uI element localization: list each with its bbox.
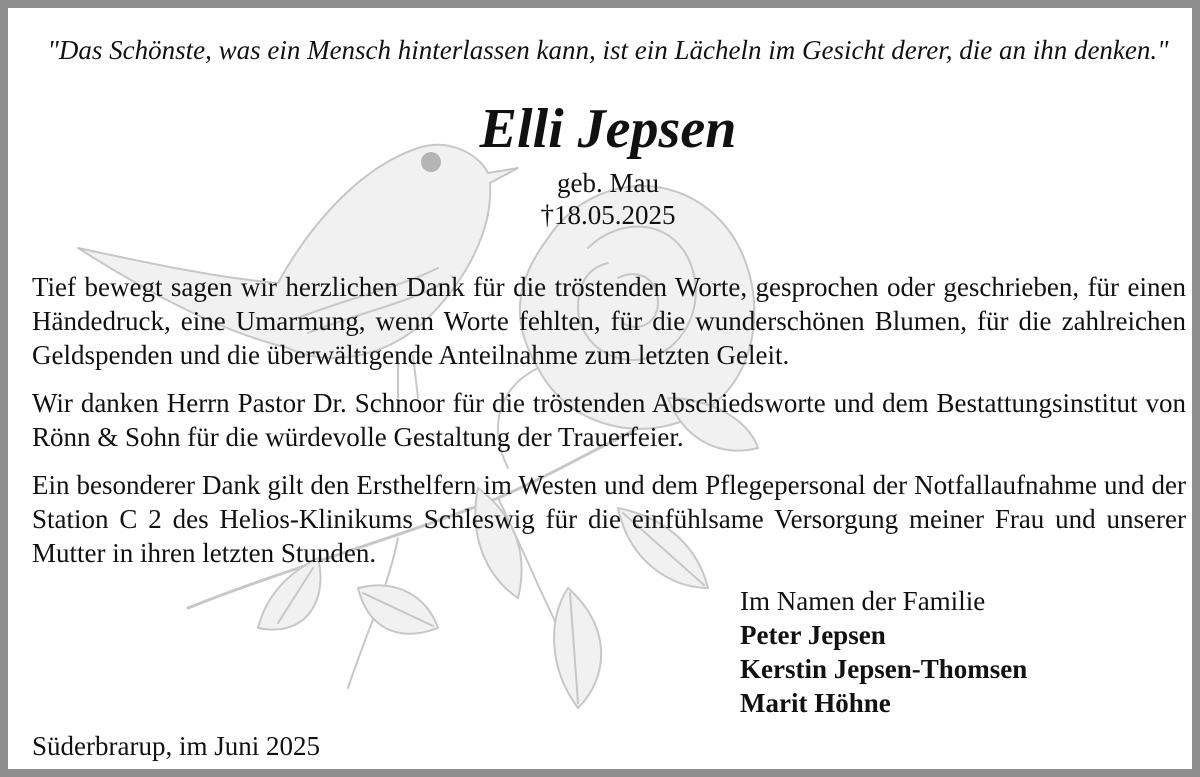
thanks-paragraph: Tief bewegt sagen wir herzlichen Dank für die tröstenden Worte, gesprochen oder geschrieben, für einen Händedruck, eine Umarmung, wenn Worte fehlten, für die wunderschönen Blumen, für die zahlreichen Geldspenden und die überwältigende Anteilnahme zum letzten Geleit. [32, 272, 1186, 370]
deceased-name: Elli Jepsen [479, 98, 737, 160]
maiden-name: geb. Mau [557, 168, 659, 198]
notice-content [8, 8, 1200, 777]
signature-intro: Im Namen der Familie [740, 586, 986, 616]
pastor-thanks-paragraph: Wir danken Herrn Pastor Dr. Schnoor für die tröstenden Abschiedsworte und dem Bestattungsinstitut von Rönn & Sohn für die würdevolle Gestaltung der Trauerfeier. [32, 388, 1186, 452]
signer-name: Peter Jepsen [740, 620, 886, 650]
memorial-quote: "Das Schönste, was ein Mensch hinterlassen kann, ist ein Lächeln im Gesicht derer, die an ihn denken." [47, 35, 1169, 65]
family-signature [740, 584, 1027, 720]
medical-thanks-paragraph: Ein besonderer Dank gilt den Ersthelfern im Westen und dem Pflegepersonal der Notfallaufnahme und der Station C 2 des Helios-Klinikums Schleswig für die einfühlsame Versorgung meiner Frau und unserer Mutter in ihren letzten Stunden. [32, 470, 1186, 568]
place-and-date: Süderbrarup, im Juni 2025 [32, 731, 320, 761]
signer-name: Kerstin Jepsen-Thomsen [740, 654, 1028, 684]
signer-name: Marit Höhne [740, 688, 891, 718]
death-date: †18.05.2025 [540, 200, 676, 230]
